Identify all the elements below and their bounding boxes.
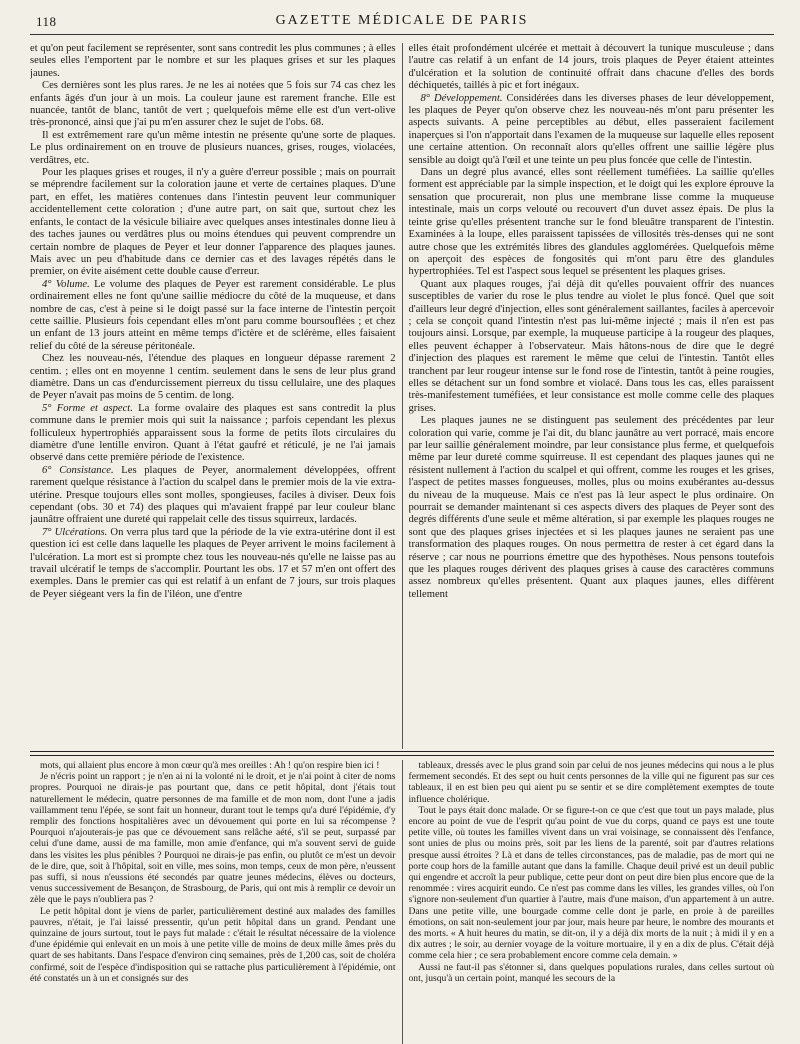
paragraph-text: Le petit hôpital dont je viens de parler, particulièrement destiné aux malades des familles pauvres, n'était, je l'ai laissé pressentir, qu'un petit hôpital dans un grand. Pendant une quinzaine de jours surtout, tout le pays fut malade : c'était le résultat nécessaire de la violence d'une épidémie qui enlevait en un mois à une petite ville de moins de deux mille âmes près du quart de ses habitants. Dans l'espace d'environ cinq semaines, près de 1,200 cas, soit de choléra confirmé, soit de l'espèce d'indisposition qui se rattache plus particulièrement à l'épidémie, ont été constatés un à un et consignés sur des xyxy=(30,905,396,984)
feuilleton-separator xyxy=(30,751,774,756)
paragraph-text: La forme ovalaire des plaques est sans contredit la plus commune dans le premier mois qui suit la naissance ; parfois cependant les plexus folliculeux hypertrophiés apparaissent sous la forme de petits îlots circulaires du diamètre d'une lentille environ. Quant à l'état gaufré et réticulé, je ne l'ai jamais observé dans cette première période de l'existence. xyxy=(30,402,396,464)
paragraph-text: Ces dernières sont les plus rares. Je ne les ai notées que 5 fois sur 74 cas chez les enfants âgés d'un jour à un mois. La couleur jaune est rarement franche. Elle est nuancée, tantôt de blanc, tantôt de vert ; quelquefois même elle est d'un vert-olive très-prononcé, ainsi que j'ai pu m'en assurer chez le sujet de l'obs. 68. xyxy=(30,80,396,129)
paragraph xyxy=(409,279,775,415)
article-body xyxy=(30,43,774,749)
right-column xyxy=(409,43,775,749)
paragraph xyxy=(30,527,396,601)
paragraph xyxy=(30,760,396,771)
paragraph-text: Quant aux plaques rouges, j'ai déjà dit qu'elles pouvaient offrir des nuances susceptibles de varier du rose le plus tendre au violet le plus foncé. Quel que soit d'ailleurs leur degré d'injection, elles sont généralement saillantes, faciles à apercevoir ; cela se conçoit quand l'intestin n'est pas lui-même injecté ; mais il n'en est pas toujours ainsi. Lorsque, par exemple, la muqueuse participe à la rougeur des plaques, elles peuvent échapper à l'observateur. Mais hâtons-nous de dire que le degré d'injection des plaques est rarement le même que celui de l'intestin. Tantôt elles tranchent par leur rougeur intense sur le fond rose de l'intestin, tantôt à peine rougies, elles se détachent sur un fond sombre et violacé. Dans tous les cas, elles paraissent très-manifestement tuméfiées, et leur consistance est molle comme celle des plaques grises. xyxy=(408,278,775,414)
paragraph xyxy=(30,906,396,984)
paragraph xyxy=(30,130,396,167)
paragraph xyxy=(30,771,396,905)
paragraph-text: Tout le pays était donc malade. Or se figure-t-on ce que c'est que tout un pays malade, plus encore au point de vue de l'esprit qu'au point de vue du corps, quand ce pays est une toute petite ville, où toutes les familles vivent dans un vrai voisinage, se connaissent dès l'enfance, sont unies de plus ou moins près, soit par les liens de la parenté, soit par d'autres relations presque aussi étroites ? Là et dans de telles circonstances, pas de maladie, pas de mort qui ne porte coup hors de la famille autant que dans la famille. Chaque deuil privé est un deuil public qui engendre et accroît la peur publique, cette peur dont on peut dire bien plus encore que de la renommée : vires acquirit eundo. Ce n'est pas comme dans les villes, les grandes villes, où l'on s'ignore non-seulement d'un quartier à l'autre, mais d'une maison, d'un appartement à un autre. Dans une petite ville, une bourgade comme celle dont je parle, en proie à de pareilles émotions, on sait non-seulement jour par jour, mais heure par heure, le nombre des mourants et des morts. « A huit heures du matin, se dit-on, il y a déjà dix morts de la nuit ; à midi il y en a dix autres ; le soir, au dernier voyage de la voiture mortuaire, il y en a dix de plus. C'était déjà comme cela hier ; ce sera probablement encore comme cela demain. » xyxy=(408,804,775,962)
paragraph xyxy=(409,962,775,984)
paragraph xyxy=(30,465,396,527)
paragraph-text: Dans un degré plus avancé, elles sont réellement tuméfiées. La saillie qu'elles forment est appréciable par la simple inspection, et le doigt qui les explore éprouve la sensation que procurerait, non plus une membrane lisse comme la muqueuse intestinale, mais un corps velouté ou recouvert d'un duvet assez épais. De plus la teinte grise qu'elles présentent tranche sur le fond bleuâtre transparent de l'intestin. Examinées à la loupe, elles paraissent tapissées de villosités très-denses qui ne sont autre chose que les extrémités libres des glandules agglomérées. Quelquefois même on aperçoit des espèces de fongosités qui m'ont paru être des glandules hypertrophiées. Tel est l'aspect sous lequel se présentent les plaques grises. xyxy=(408,167,775,278)
paragraph-text: Il est extrêmement rare qu'un même intestin ne présente qu'une sorte de plaques. Le plus ordinairement on en trouve de plusieurs nuances, grises, rouges, violacées, verdâtres, etc. xyxy=(30,129,396,166)
paragraph-text: On verra plus tard que la période de la vie extra-utérine dont il est question ici est celle dans laquelle les plaques de Peyer arrivent le moins facilement à l'ulcération. La mort est si prompte chez tous les nouveau-nés qu'elle ne laisse pas au travail ulcératif le temps de s'accomplir. Pourtant les obs. 17 et 57 m'en ont offert des exemples. Dans le premier cas qui est relatif à un enfant de 7 jours, sur trois plaques de Peyer siégeant vers la fin de l'iléon, une d'entre xyxy=(30,526,396,600)
left-column xyxy=(30,43,396,749)
feuilleton-right-column xyxy=(409,760,775,1044)
paragraph xyxy=(409,415,775,601)
paragraph-text: Je n'écris point un rapport ; je n'en ai ni la volonté ni le droit, et je n'ai point à citer de noms propres. Pourquoi ne dirais-je pas pourtant que, dans ce petit hôpital, dont j'étais tout naturellement le médecin, quatre personnes de ma famille et de mon nom, dont l'une a jadis vaillamment tenu l'épée, se sont fait un honneur, durant tout le temps qu'a duré l'épidémie, d'y remplir des fonctions hospitalières avec un dévouement qui porte en lui sa récompense ? Pourquoi n'ajouterais-je pas que ce dévouement sans relâche aété, s'il se peut, surpassé par celui d'une dame, aussi de ma famille, mon amie d'enfance, qui m'a souvent servi de guide dans les visites les plus pénibles ? Pourquoi ne dirais-je pas enfin, ou plutôt ce m'est un devoir de le dire, que, soit à l'hôpital, soit en ville, mes soins, mon temps, ceux de mon père, n'eussent pas suffi, si nous n'eussions été secondés par quatre jeunes médecins, élèves ou docteurs, venus successivement de Besançon, de Strasbourg, de Paris, qui ont mis à remplir ce devoir un zèle que le pays n'oubliera pas ? xyxy=(30,771,396,906)
paragraph-text: Le volume des plaques de Peyer est rarement considérable. Le plus ordinairement elles ne font qu'une saillie médiocre du côté de la muqueuse, et dans nombre de cas, c'est à peine si le doigt passé sur la face interne de l'intestin perçoit cette saillie. Plusieurs fois cependant elles m'ont paru comme boursouflées ; et chez un enfant de 13 jours atteint en même temps d'ictère et de sclérème, elles faisaient relief du côté de la séreuse péritonéale. xyxy=(30,278,396,352)
section-heading: 6° Consistance. xyxy=(42,464,114,476)
section-heading: 4° Volume. xyxy=(42,278,90,290)
paragraph xyxy=(409,805,775,962)
column-rule xyxy=(402,760,403,1044)
paragraph-text: elles était profondément ulcérée et mettait à découvert la tunique musculeuse ; dans l'autre cas relatif à un enfant de 14 jours, trois plaques de Peyer étaient atteintes d'ulcération et la solution de continuité offrait dans chacune d'elles des bords déchiquetés, taillés à pic et fort inégaux. xyxy=(408,43,775,92)
paragraph-text: Aussi ne faut-il pas s'étonner si, dans quelques populations rurales, dans celles surtout où ont, jusqu'à un certain point, manqué les secours de la xyxy=(408,961,775,984)
paragraph-text: Chez les nouveau-nés, l'étendue des plaques en longueur dépasse rarement 2 centim. ; elles ont en moyenne 1 centim. seulement dans le sens de leur plus grand diamètre. Dans un cas d'endurcissement pierreux du tissu cellulaire, une des plaques de Peyer n'avait pas moins de 5 centim. de long. xyxy=(30,353,396,402)
paragraph-text: et qu'on peut facilement se représenter, sont sans contredit les plus communes ; à elles seules elles l'emportent par le nombre et sur les plaques grises et sur les plaques jaunes. xyxy=(30,43,396,79)
paragraph-text: Considérées dans les diverses phases de leur développement, les plaques de Peyer qu'on observe chez les nouveau-nés m'ont paru présenter les aspects suivants. A peine perceptibles au début, elles passeraient facilement inaperçues si l'on n'apportait dans l'examen de la muqueuse sur laquelle elles reposent une certaine attention. On reconnaît alors qu'elles offrent une saillie légère plus sensible au doigt qu'à l'œil et une teinte un peu plus foncée que celle de l'intestin. xyxy=(408,92,775,166)
paragraph xyxy=(30,403,396,465)
paragraph-text: Les plaques de Peyer, anormalement développées, offrent rarement quelque résistance à l'action du scalpel dans le premier mois de la vie extra-utérine. Presque toujours elles sont molles, spongieuses, faciles à diviser. Deux fois cependant (obs. 30 et 74) des plaques qui m'avaient frappé par leur couleur blanc jaunâtre offraient une dureté qui rappelait celle des tissus squirreux, lardacés. xyxy=(30,464,396,526)
paragraph-text: mots, qui allaient plus encore à mon cœur qu'à mes oreilles : Ah ! qu'on respire bien ici ! xyxy=(40,760,380,771)
paragraph xyxy=(30,43,396,80)
paragraph xyxy=(30,353,396,403)
paragraph xyxy=(409,43,775,93)
paragraph xyxy=(30,80,396,130)
paragraph-text: Pour les plaques grises et rouges, il n'y a guère d'erreur possible ; mais on pourrait se méprendre facilement sur la coloration jaune et verte de certaines plaques. D'une part, en effet, les matières contenues dans l'intestin peuvent leur communiquer accidentellement cette coloration ; d'une autre part, on sait que, surtout chez les enfants, le contact de la vésicule biliaire avec quelques anses intestinales donne lieu à des taches jaunes ou verdâtres plus ou moins étendues qui peuvent comprendre un certain nombre de plaques de Peyer et leur donner l'apparence des plaques jaunes. Mais avec un peu d'habitude dans ce dernier cas et des lavages répétés dans le premier, on évite aisément cette double cause d'erreur. xyxy=(30,167,396,278)
section-heading: 8° Développement. xyxy=(420,92,503,104)
paragraph-text: tableaux, dressés avec le plus grand soin par celui de nos jeunes médecins qui nous a le plus fermement secondés. Et des sept ou huit cents personnes de la ville qui ne figurent pas sur ces tableaux, il en est bien peu qui aient pu se sentir et se dire complètement exemptes de toute influence cholérique. xyxy=(408,760,775,805)
column-rule xyxy=(402,43,403,749)
page-number: 118 xyxy=(36,14,57,29)
journal-title: GAZETTE MÉDICALE DE PARIS xyxy=(275,13,529,28)
paragraph xyxy=(409,760,775,805)
section-heading: 5° Forme et aspect. xyxy=(42,402,133,414)
section-heading: 7° Ulcérations. xyxy=(42,526,108,538)
paragraph-text: Les plaques jaunes ne se distinguent pas seulement des précédentes par leur coloration qui varie, comme je l'ai dit, du blanc jaunâtre au vert porracé, mais encore par leur saillie généralement moindre, par leur consistance plus ferme, et quelquefois même par leur dureté comme squirreuse. Il est cependant des plaques jaunes qui ne résistent nullement à l'action du scalpel et qui offrent, comme les rouges et les grises, l'aspect de petites masses fongueuses, molles, plus ou moins exubérantes au-dessus du niveau de la muqueuse. Mais ce n'est pas là leur aspect le plus ordinaire. On pourrait se demander maintenant si ces aspects divers des plaques de Peyer sont des degrés différents d'une seule et même altération, si par exemple les plaques rouges ne sont que des plaques grises injectées et si les plaques jaunes ne seraient pas une transformation des plaques rouges. On nous permettra de rester à cet égard dans la réserve ; car nous ne pourrions émettre que des hypothèses. Nous pensons toutefois que les plaques rouges dérivent des plaques grises à cause des caractères communs assez nombreux qu'elles présentent. Quant aux plaques jaunes, elles diffèrent tellement xyxy=(408,415,775,600)
paragraph xyxy=(30,279,396,353)
paragraph xyxy=(409,93,775,167)
feuilleton xyxy=(30,760,774,1044)
page-header xyxy=(30,10,774,35)
paragraph xyxy=(409,167,775,279)
paragraph xyxy=(30,167,396,279)
feuilleton-left-column xyxy=(30,760,396,1044)
